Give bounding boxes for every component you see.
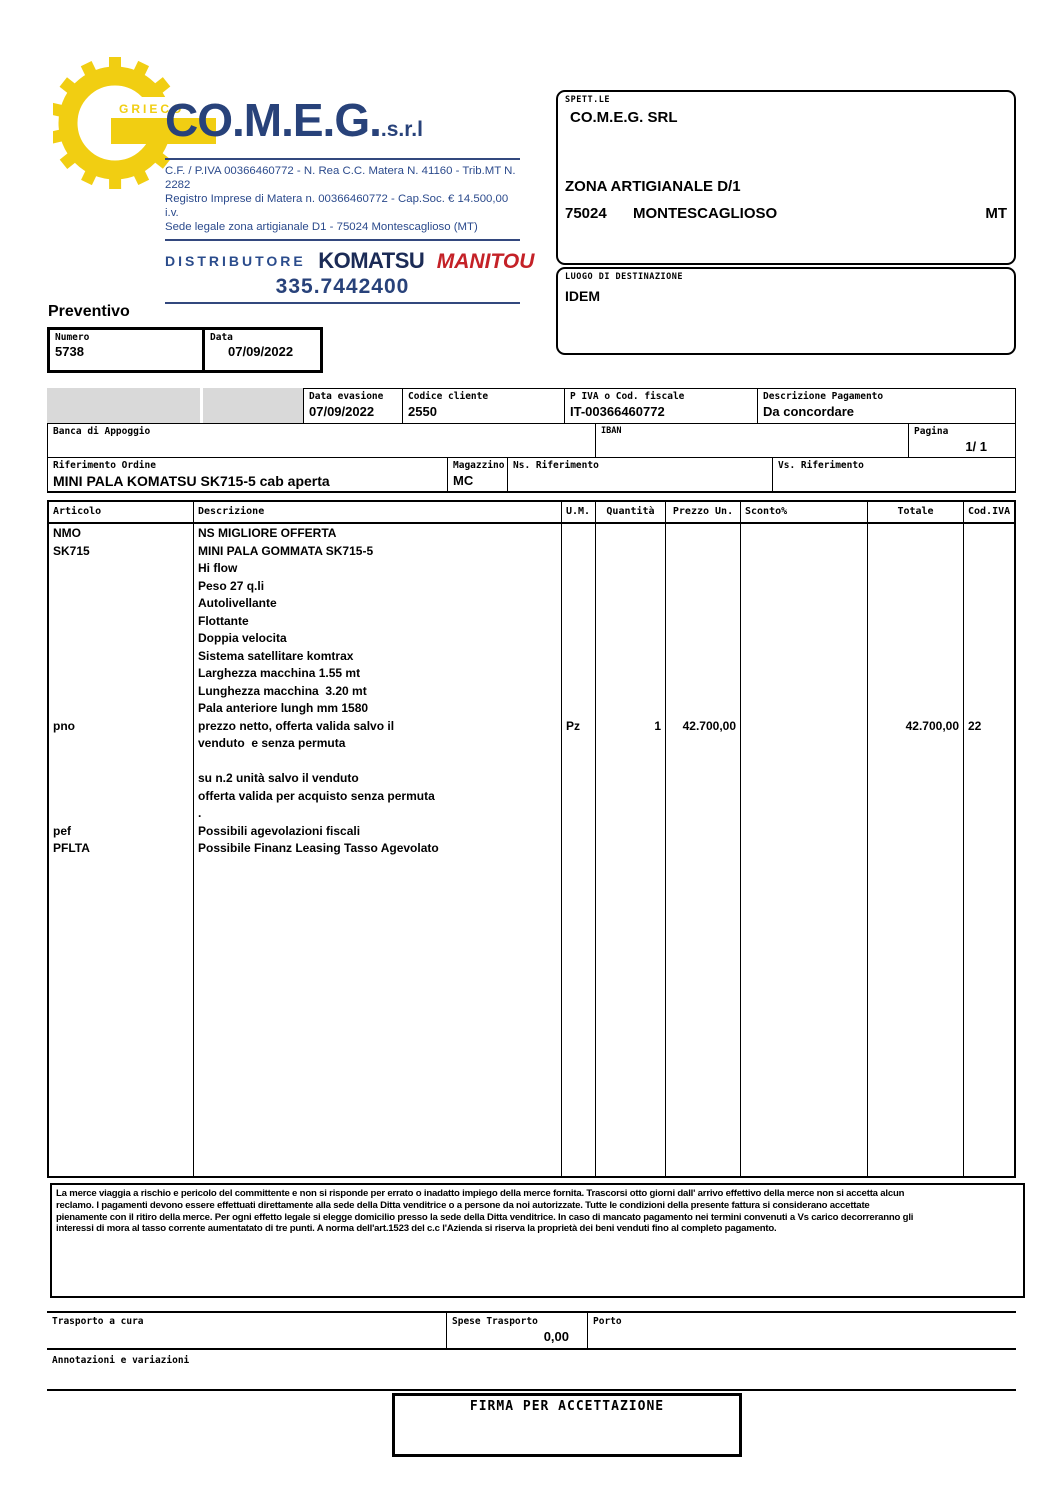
item-cell (596, 806, 665, 824)
item-cell: offerta valida per acquisto senza permuta (198, 788, 435, 803)
info-row-3 (47, 458, 1016, 493)
terms-line: interessi di mora al tasso corrente aumentatato di tre punti. A norma dell'art.1523 del c.c l'Azienda si riserva la proprietà dei beni venduti fino al completo pagamento. (56, 1223, 777, 1235)
annotations-label: Annotazioni e variazioni (52, 1354, 190, 1366)
item-cell (964, 561, 1014, 579)
item-cell (596, 736, 665, 754)
item-cell (596, 579, 665, 597)
banca-cell (48, 424, 595, 457)
item-cell (666, 824, 740, 842)
item-cell (741, 649, 867, 667)
item-cell (194, 754, 561, 772)
data-label: Data (210, 332, 233, 343)
item-cell (562, 579, 595, 597)
company-info-line1: C.F. / P.IVA 00366460772 - N. Rea C.C. Matera N. 41160 - Trib.MT N. 2282 (165, 165, 516, 191)
item-cell (868, 579, 963, 597)
item-cell (868, 544, 963, 562)
invoice-info-grid (47, 388, 1016, 493)
item-cell (741, 631, 867, 649)
item-cell (741, 771, 867, 789)
item-cell (868, 824, 963, 842)
data-cell (205, 330, 320, 370)
piva-cell (564, 388, 757, 423)
item-cell: . (198, 806, 202, 820)
item-cell: Possibili agevolazioni fiscali (198, 823, 361, 838)
item-cell: Autolivellante (198, 596, 277, 610)
divider (165, 302, 520, 304)
item-cell: Lunghezza macchina 3.20 mt (198, 683, 367, 698)
magazzino-value: MC (453, 473, 474, 488)
company-info-line3: Sede legale zona artigianale D1 - 75024 Montescaglioso (MT) (165, 221, 478, 233)
item-cell: Pz (566, 718, 581, 733)
empty-gray-cell (203, 388, 303, 423)
pagina-value: 1/ 1 (965, 439, 987, 454)
terms-line: pienamente con il ritiro della merce. Per ogni effetto legale si elegge domicilio presso la sede della Ditta venditrice. In caso di mancato pagamento nei termini convenuti a Vs carico decorreranno gli (56, 1211, 914, 1223)
item-cell (741, 736, 867, 754)
recipient-city: MONTESCAGLIOSO (633, 205, 778, 222)
item-cell (562, 701, 595, 719)
item-cell (666, 631, 740, 649)
banca-label: Banca di Appoggio (53, 426, 151, 437)
item-cell (49, 736, 193, 754)
items-table-header (49, 502, 1014, 524)
item-cell: su n.2 unità salvo il venduto (198, 771, 359, 785)
item-cell (868, 771, 963, 789)
item-cell (964, 754, 1014, 772)
item-cell: NS MIGLIORE OFFERTA (198, 526, 337, 540)
destination-label: LUOGO DI DESTINAZIONE (565, 272, 683, 282)
item-cell (49, 614, 193, 632)
item-cell (666, 596, 740, 614)
vs-riferimento-cell (772, 458, 1015, 491)
item-cell (741, 719, 867, 737)
item-cell (868, 701, 963, 719)
item-cell (49, 561, 193, 579)
info-row-1 (47, 388, 1016, 424)
items-table-body (49, 524, 1014, 1176)
item-cell (868, 596, 963, 614)
item-cell (964, 649, 1014, 667)
item-cell (741, 544, 867, 562)
item-cell (868, 631, 963, 649)
item-cell (562, 824, 595, 842)
data-value: 07/09/2022 (228, 344, 294, 359)
items-column-t (868, 524, 964, 1176)
items-column-a (49, 524, 194, 1176)
manitou-logo-text: MANITOU (436, 250, 535, 273)
item-cell: venduto e senza permuta (198, 736, 346, 750)
number-date-box (47, 327, 323, 373)
item-cell (49, 806, 193, 824)
pagina-label: Pagina (914, 426, 949, 437)
item-cell (562, 806, 595, 824)
item-cell (868, 806, 963, 824)
riferimento-ordine-cell (48, 458, 447, 491)
item-cell (562, 666, 595, 684)
recipient-cap: 75024 (565, 205, 607, 222)
item-cell (741, 841, 867, 859)
vs-riferimento-label: Vs. Riferimento (778, 460, 864, 471)
item-cell (596, 701, 665, 719)
spese-trasporto-value: 0,00 (543, 1329, 569, 1344)
riferimento-ordine-value: MINI PALA KOMATSU SK715-5 cab aperta (53, 473, 330, 489)
col-header-descrizione: Descrizione (194, 502, 562, 522)
item-cell (49, 701, 193, 719)
items-column-um (562, 524, 596, 1176)
item-cell (49, 649, 193, 667)
item-cell (49, 666, 193, 684)
item-cell (964, 526, 1014, 544)
codice-cliente-cell (402, 388, 564, 423)
iban-label: IBAN (601, 426, 622, 436)
codice-cliente-value: 2550 (408, 404, 437, 419)
item-cell (562, 841, 595, 859)
item-cell: Sistema satellitare komtrax (198, 648, 354, 663)
item-cell (562, 736, 595, 754)
item-cell (868, 736, 963, 754)
iban-cell (595, 424, 908, 457)
item-cell (596, 666, 665, 684)
ns-riferimento-cell (507, 458, 772, 491)
item-cell (868, 649, 963, 667)
item-cell (964, 614, 1014, 632)
item-cell (666, 806, 740, 824)
item-cell (49, 596, 193, 614)
komatsu-logo-text: KOMATSU (318, 248, 425, 273)
item-cell (964, 789, 1014, 807)
magazzino-cell (447, 458, 507, 491)
item-cell: Doppia velocita (198, 631, 287, 645)
magazzino-label: Magazzino (453, 460, 505, 471)
item-cell (596, 754, 665, 772)
items-table (47, 500, 1016, 1178)
item-cell (741, 579, 867, 597)
company-info-line2: Registro Imprese di Matera n. 00366460772 - Cap.Soc. € 14.500,00 i.v. (165, 193, 509, 219)
item-cell (596, 684, 665, 702)
distributor-line (165, 248, 535, 274)
item-cell (868, 666, 963, 684)
item-cell: Peso 27 q.li (198, 578, 265, 593)
item-cell (964, 544, 1014, 562)
item-cell (666, 579, 740, 597)
piva-value: IT-00366460772 (570, 404, 665, 419)
recipient-address: ZONA ARTIGIANALE D/1 (565, 178, 741, 195)
item-cell (562, 526, 595, 544)
pagamento-value: Da concordare (763, 404, 855, 419)
item-cell (596, 789, 665, 807)
item-cell (596, 841, 665, 859)
item-cell: pef (53, 823, 71, 838)
item-cell: Flottante (198, 613, 249, 628)
item-cell: 22 (968, 718, 982, 733)
item-cell (868, 561, 963, 579)
item-cell (562, 754, 595, 772)
item-cell (964, 736, 1014, 754)
item-cell (666, 649, 740, 667)
ns-riferimento-label: Ns. Riferimento (513, 460, 599, 471)
item-cell (596, 824, 665, 842)
item-cell (868, 789, 963, 807)
signature-box (392, 1393, 742, 1457)
item-cell (596, 544, 665, 562)
item-cell (741, 596, 867, 614)
pagamento-cell (757, 388, 1016, 423)
item-cell: 1 (654, 718, 661, 733)
trasporto-cura-cell (47, 1313, 446, 1348)
item-cell (964, 596, 1014, 614)
numero-cell (50, 330, 205, 370)
distributor-label: DISTRIBUTORE (165, 253, 306, 269)
item-cell (868, 841, 963, 859)
item-cell (868, 754, 963, 772)
item-cell: Pala anteriore lungh mm 1580 (198, 701, 369, 715)
recipient-name: CO.M.E.G. SRL (570, 109, 678, 126)
item-cell: Larghezza macchina 1.55 mt (198, 666, 361, 680)
item-cell (741, 824, 867, 842)
items-column-s (741, 524, 868, 1176)
codice-cliente-label: Codice cliente (408, 391, 489, 402)
item-cell: 42.700,00 (905, 718, 959, 733)
item-cell (49, 579, 193, 597)
col-header-sconto: Sconto% (741, 502, 868, 522)
item-cell (741, 666, 867, 684)
col-header-quantita: Quantità (596, 502, 666, 522)
numero-label: Numero (55, 332, 90, 343)
item-cell: pno (53, 718, 75, 733)
data-evasione-value: 07/09/2022 (309, 404, 375, 419)
item-cell (596, 649, 665, 667)
item-cell (964, 841, 1014, 859)
pagamento-label: Descrizione Pagamento (763, 391, 884, 402)
item-cell (666, 789, 740, 807)
info-row-2 (47, 424, 1016, 458)
item-cell (868, 614, 963, 632)
item-cell (741, 614, 867, 632)
company-logo-text: CO.M.E.G..s.r.l (165, 94, 423, 146)
item-cell (741, 561, 867, 579)
item-cell (562, 771, 595, 789)
company-suffix: .s.r.l (380, 118, 423, 141)
item-cell (666, 701, 740, 719)
item-cell (666, 666, 740, 684)
items-column-iva (964, 524, 1014, 1176)
item-cell (666, 526, 740, 544)
pagina-cell (908, 424, 1015, 457)
trasporto-cura-label: Trasporto a cura (52, 1316, 144, 1327)
col-header-prezzo: Prezzo Un. (666, 502, 741, 522)
recipient-label: SPETT.LE (565, 95, 610, 105)
item-cell (964, 771, 1014, 789)
porto-label: Porto (593, 1316, 622, 1327)
item-cell (562, 544, 595, 562)
item-cell (964, 666, 1014, 684)
recipient-box (556, 90, 1016, 265)
item-cell (49, 754, 193, 772)
data-evasione-label: Data evasione (309, 391, 384, 402)
item-cell (868, 526, 963, 544)
item-cell (49, 771, 193, 789)
document-type-title: Preventivo (48, 303, 130, 320)
item-cell (666, 561, 740, 579)
item-cell (596, 526, 665, 544)
empty-gray-cell (47, 388, 200, 423)
transport-row (47, 1311, 1016, 1350)
item-cell (562, 596, 595, 614)
porto-cell (587, 1313, 1016, 1348)
col-header-articolo: Articolo (49, 502, 194, 522)
item-cell (666, 736, 740, 754)
item-cell (562, 684, 595, 702)
data-evasione-cell (303, 388, 402, 423)
item-cell (562, 649, 595, 667)
item-cell (741, 789, 867, 807)
item-cell (49, 631, 193, 649)
item-cell: Hi flow (198, 561, 238, 575)
numero-value: 5738 (55, 344, 84, 359)
item-cell (964, 684, 1014, 702)
item-cell (741, 684, 867, 702)
col-header-um: U.M. (562, 502, 596, 522)
spese-trasporto-label: Spese Trasporto (452, 1316, 538, 1327)
item-cell (964, 824, 1014, 842)
item-cell (964, 579, 1014, 597)
divider (165, 158, 520, 160)
item-cell: Possibile Finanz Leasing Tasso Agevolato (198, 841, 439, 855)
item-cell (741, 754, 867, 772)
item-cell (562, 789, 595, 807)
signature-label: FIRMA PER ACCETTAZIONE (469, 1399, 665, 1414)
item-cell (666, 684, 740, 702)
item-cell: prezzo netto, offerta valida salvo il (198, 718, 395, 733)
divider (165, 239, 520, 241)
col-header-codiva: Cod.IVA (968, 506, 1011, 517)
items-column-p (666, 524, 741, 1176)
brand-block (165, 92, 535, 304)
item-cell (596, 614, 665, 632)
item-cell (562, 561, 595, 579)
annotations-row (47, 1351, 1016, 1391)
destination-box (556, 267, 1016, 355)
items-column-q (596, 524, 666, 1176)
item-cell (666, 544, 740, 562)
item-cell (666, 841, 740, 859)
item-cell (49, 789, 193, 807)
item-cell (596, 561, 665, 579)
items-column-d (194, 524, 562, 1176)
spese-trasporto-cell (446, 1313, 587, 1348)
item-cell (666, 771, 740, 789)
item-cell (741, 806, 867, 824)
riferimento-ordine-label: Riferimento Ordine (53, 460, 156, 471)
item-cell (596, 596, 665, 614)
recipient-city-row (565, 205, 1007, 222)
item-cell (596, 771, 665, 789)
item-cell (49, 684, 193, 702)
svg-text:GRIECO: GRIECO (119, 102, 185, 116)
piva-label: P IVA o Cod. fiscale (570, 391, 685, 402)
terms-line: La merce viaggia a rischio e pericolo del committente e non si risponde per errato o inadatto impiego della merce fornita. Trascorsi otto giorni dall' arrivo effettivo della merce non si accetta alcun (56, 1188, 905, 1199)
item-cell (666, 614, 740, 632)
destination-value: IDEM (565, 288, 600, 304)
company-info (165, 164, 520, 234)
item-cell: SK715 (53, 543, 90, 558)
terms-and-conditions-box (50, 1183, 1025, 1298)
item-cell: NMO (53, 526, 81, 540)
item-cell (596, 631, 665, 649)
item-cell (868, 684, 963, 702)
item-cell (562, 631, 595, 649)
recipient-province: MT (985, 205, 1007, 222)
item-cell: MINI PALA GOMMATA SK715-5 (198, 543, 374, 558)
phone-number: 335.7442400 (275, 275, 410, 298)
item-cell (562, 614, 595, 632)
item-cell (964, 806, 1014, 824)
terms-line: reclamo. I pagamenti devono essere effettuati direttamente alla sede della Ditta venditrice o a persone da noi autorizzate. Tutte le condizioni della presente fattura si considerano accettate (56, 1199, 870, 1211)
item-cell: PFLTA (53, 841, 90, 855)
item-cell (964, 631, 1014, 649)
col-header-totale: Totale (868, 502, 964, 522)
item-cell (741, 526, 867, 544)
item-cell: 42.700,00 (682, 718, 736, 733)
item-cell (666, 754, 740, 772)
item-cell (964, 701, 1014, 719)
item-cell (741, 701, 867, 719)
